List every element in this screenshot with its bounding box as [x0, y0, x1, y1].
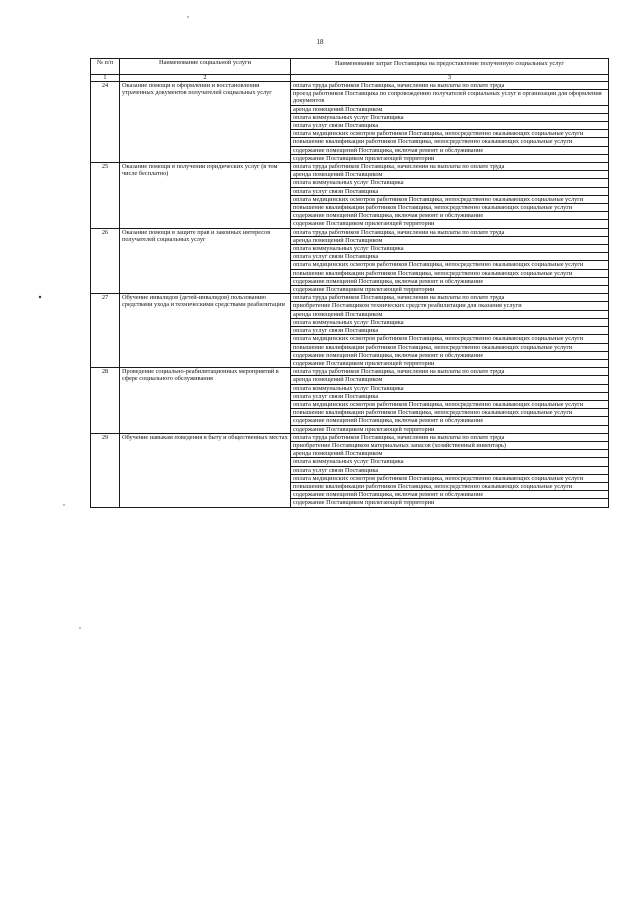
cost-item: содержание Поставщиком прилегающей территории: [291, 499, 609, 507]
table-row: [91, 82, 609, 90]
service-name: Обучение инвалидов (детей-инвалидов) пользованию средствами ухода и техническими средствами реабилитации: [120, 294, 291, 368]
row-number: 25: [91, 163, 120, 229]
cost-item: аренда помещений Поставщиком: [291, 236, 609, 244]
column-index-1: 1: [91, 75, 120, 82]
cost-item: оплата услуг связи Поставщика: [291, 466, 609, 474]
cost-item: повышение квалификации работников Поставщика, непосредственно оказывающих социальные услуги: [291, 138, 609, 146]
cost-item: оплата медицинских осмотров работников Поставщика, непосредственно оказывающих социальные услуги: [291, 335, 609, 343]
service-name: Оказание помощи в получении юридических услуг (в том числе бесплатно): [120, 163, 291, 229]
cost-item: оплата медицинских осмотров работников Поставщика, непосредственно оказывающих социальные услуги: [291, 261, 609, 269]
cost-item: оплата труда работников Поставщика, начисления на выплаты по оплате труда: [291, 163, 609, 171]
cost-item: оплата коммунальных услуг Поставщика: [291, 384, 609, 392]
header-service-name: Наименование социальной услуги: [120, 59, 291, 75]
row-number: 29: [91, 433, 120, 507]
cost-item: оплата медицинских осмотров работников Поставщика, непосредственно оказывающих социальные услуги: [291, 195, 609, 203]
cost-item: содержание помещений Поставщика, включая ремонт и обслуживание: [291, 277, 609, 285]
cost-item: содержание помещений Поставщика, включая ремонт и обслуживание: [291, 417, 609, 425]
cost-item: оплата коммунальных услуг Поставщика: [291, 245, 609, 253]
row-number: 24: [91, 82, 120, 163]
service-name: Оказание помощи в оформлении и восстановлении утраченных документов получателей социальных услуг: [120, 82, 291, 163]
cost-item: содержание Поставщиком прилегающей территории: [291, 425, 609, 433]
column-index-row: [91, 75, 609, 82]
cost-item: оплата труда работников Поставщика, начисления на выплаты по оплате труда: [291, 294, 609, 302]
row-number: 28: [91, 368, 120, 434]
table-row: [91, 294, 609, 302]
page-number: 18: [316, 38, 324, 46]
cost-item: аренда помещений Поставщиком: [291, 310, 609, 318]
cost-item: приобретение Поставщиком технических средств реабилитации для оказания услуги: [291, 302, 609, 310]
cost-item: аренда помещений Поставщиком: [291, 171, 609, 179]
cost-item: содержание помещений Поставщика, включая ремонт и обслуживание: [291, 351, 609, 359]
cost-item: оплата услуг связи Поставщика: [291, 327, 609, 335]
table-row: [91, 433, 609, 441]
cost-item: содержание помещений Поставщика, включая ремонт и обслуживание: [291, 491, 609, 499]
table-row: [91, 368, 609, 376]
cost-item: содержание Поставщиком прилегающей территории: [291, 220, 609, 228]
social-services-cost-table: [90, 58, 609, 508]
cost-item: содержание помещений Поставщика, включая ремонт и обслуживание: [291, 146, 609, 154]
header-number: № п/п: [91, 59, 120, 75]
cost-item: аренда помещений Поставщиком: [291, 105, 609, 113]
cost-item: оплата медицинских осмотров работников Поставщика, непосредственно оказывающих социальные услуги: [291, 400, 609, 408]
cost-item: оплата труда работников Поставщика, начисления на выплаты по оплате труда: [291, 368, 609, 376]
row-number: 26: [91, 228, 120, 294]
scan-speck: [63, 504, 64, 505]
row-number: 27: [91, 294, 120, 368]
cost-item: оплата услуг связи Поставщика: [291, 187, 609, 195]
cost-item: оплата услуг связи Поставщика: [291, 253, 609, 261]
table-row: [91, 163, 609, 171]
scan-speck: [79, 627, 80, 628]
cost-item: содержание Поставщиком прилегающей территории: [291, 286, 609, 294]
service-name: Оказание помощи в защите прав и законных интересов получателей социальных услуг: [120, 228, 291, 294]
cost-item: повышение квалификации работников Поставщика, непосредственно оказывающих социальные услуги: [291, 269, 609, 277]
cost-item: содержание Поставщиком прилегающей территории: [291, 154, 609, 162]
scan-speck: [187, 16, 188, 17]
column-index-3: 3: [291, 75, 609, 82]
cost-item: повышение квалификации работников Поставщика, непосредственно оказывающих социальные услуги: [291, 343, 609, 351]
cost-item: аренда помещений Поставщиком: [291, 376, 609, 384]
cost-item: оплата коммунальных услуг Поставщика: [291, 318, 609, 326]
cost-item: содержание Поставщиком прилегающей территории: [291, 359, 609, 367]
cost-item: оплата труда работников Поставщика, начисления на выплаты по оплате труда: [291, 82, 609, 90]
cost-item: повышение квалификации работников Поставщика, непосредственно оказывающих социальные услуги: [291, 204, 609, 212]
scan-speck: [39, 296, 41, 298]
cost-item: оплата коммунальных услуг Поставщика: [291, 179, 609, 187]
cost-item: оплата труда работников Поставщика, начисления на выплаты по оплате труда: [291, 228, 609, 236]
cost-item: приобретение Поставщиком материальных запасов (хозяйственный инвентарь): [291, 441, 609, 449]
table-body: [91, 82, 609, 508]
cost-item: оплата коммунальных услуг Поставщика: [291, 458, 609, 466]
cost-item: оплата труда работников Поставщика, начисления на выплаты по оплате труда: [291, 433, 609, 441]
cost-item: повышение квалификации работников Поставщика, непосредственно оказывающих социальные услуги: [291, 482, 609, 490]
cost-item: повышение квалификации работников Поставщика, непосредственно оказывающих социальные услуги: [291, 409, 609, 417]
cost-item: оплата медицинских осмотров работников Поставщика, непосредственно оказывающих социальные услуги: [291, 130, 609, 138]
cost-item: оплата медицинских осмотров работников Поставщика, непосредственно оказывающих социальные услуги: [291, 474, 609, 482]
header-cost-name: Наименование затрат Поставщика на предоставление полученную социальных услуг: [291, 59, 609, 75]
cost-item: содержание помещений Поставщика, включая ремонт и обслуживание: [291, 212, 609, 220]
cost-item: проезд работников Поставщика по сопровождению получателей социальных услуг в организации для оформления документов: [291, 90, 609, 105]
service-name: Проведение социально-реабилитационных мероприятий в сфере социального обслуживания: [120, 368, 291, 434]
table-row: [91, 228, 609, 236]
cost-item: аренда помещений Поставщиком: [291, 450, 609, 458]
service-name: Обучение навыкам поведения в быту и общественных местах: [120, 433, 291, 507]
cost-item: оплата услуг связи Поставщика: [291, 392, 609, 400]
column-index-2: 2: [120, 75, 291, 82]
cost-item: оплата услуг связи Поставщика: [291, 122, 609, 130]
cost-item: оплата коммунальных услуг Поставщика: [291, 113, 609, 121]
table-header-row: [91, 59, 609, 75]
